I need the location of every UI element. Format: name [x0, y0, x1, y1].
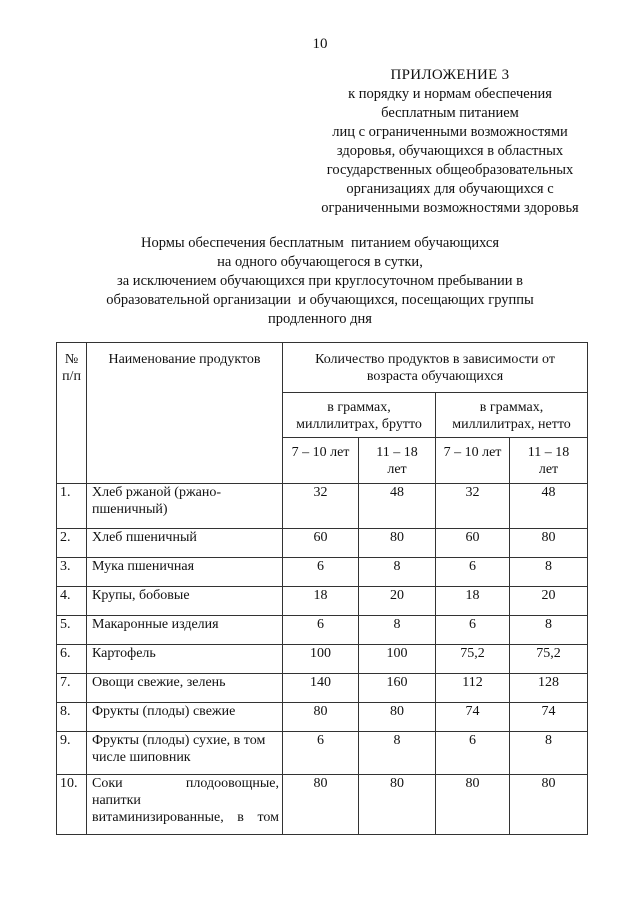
row-value: 128: [510, 674, 588, 703]
row-value: 112: [436, 674, 510, 703]
row-value: 48: [359, 484, 436, 529]
norms-title-line: за исключением обучающихся при круглосуточном пребывании в: [117, 273, 523, 289]
header-age-7-10-net: 7 – 10 лет: [436, 438, 510, 484]
table-row: [57, 484, 588, 529]
row-value: 60: [436, 529, 510, 558]
row-value: 80: [510, 775, 588, 835]
norms-title-line: образовательной организации и обучающихся, посещающих группы: [106, 292, 534, 308]
row-value: 8: [510, 558, 588, 587]
table-row: [57, 587, 588, 616]
row-value: 80: [359, 775, 436, 835]
row-value: 20: [359, 587, 436, 616]
appendix-line: лиц с ограниченными возможностями: [332, 124, 568, 140]
row-num: 10.: [57, 775, 87, 835]
row-value: 74: [436, 703, 510, 732]
row-value: 80: [283, 703, 359, 732]
header-age-7-10-gross: 7 – 10 лет: [283, 438, 359, 484]
table-row: [57, 645, 588, 674]
row-value: 6: [283, 616, 359, 645]
row-product-name: Крупы, бобовые: [87, 587, 283, 616]
appendix-line: ограниченными возможностями здоровья: [321, 200, 579, 216]
row-value: 60: [283, 529, 359, 558]
row-num: 1.: [57, 484, 87, 529]
header-gross: в граммах, миллилитрах, брутто: [283, 393, 436, 438]
row-value: 75,2: [436, 645, 510, 674]
norms-title-line: продленного дня: [268, 311, 372, 327]
row-product-name: Мука пшеничная: [87, 558, 283, 587]
row-value: 140: [283, 674, 359, 703]
row-num: 2.: [57, 529, 87, 558]
row-value: 75,2: [510, 645, 588, 674]
row-product-name-line: витаминизированные, в том: [92, 810, 279, 825]
row-value: 6: [436, 732, 510, 775]
row-value: 100: [359, 645, 436, 674]
appendix-line: бесплатным питанием: [381, 105, 519, 121]
row-product-name: Фрукты (плоды) свежие: [87, 703, 283, 732]
row-value: 18: [283, 587, 359, 616]
row-value: 32: [283, 484, 359, 529]
row-value: 48: [510, 484, 588, 529]
row-value: 80: [359, 703, 436, 732]
appendix-line: к порядку и нормам обеспечения: [348, 86, 552, 102]
appendix-line: государственных общеобразовательных: [326, 162, 574, 178]
table-row: [57, 732, 588, 775]
row-value: 6: [283, 732, 359, 775]
row-value: 80: [359, 529, 436, 558]
norms-title: [60, 234, 580, 329]
header-product-name: Наименование продуктов: [87, 343, 283, 484]
table-row: [57, 775, 588, 835]
row-product-name: Картофель: [87, 645, 283, 674]
header-quantity: Количество продуктов в зависимости от возраста обучающихся: [283, 343, 588, 393]
appendix-line: здоровья, обучающихся в областных: [336, 143, 564, 159]
appendix-title: ПРИЛОЖЕНИЕ 3: [390, 67, 510, 83]
row-num: 9.: [57, 732, 87, 775]
row-product-name-line: Соки плодоовощные,: [92, 776, 279, 791]
header-age-11-18-gross: 11 – 18 лет: [359, 438, 436, 484]
appendix-line: организациях для обучающихся с: [346, 181, 554, 197]
row-num: 5.: [57, 616, 87, 645]
row-product-name-line: напитки: [92, 793, 141, 808]
norms-title-line: на одного обучающегося в сутки,: [217, 254, 423, 270]
row-value: 6: [436, 616, 510, 645]
appendix-header: [300, 66, 600, 218]
norms-title-line: Нормы обеспечения бесплатным питанием обучающихся: [140, 235, 500, 251]
row-num: 6.: [57, 645, 87, 674]
row-value: 8: [510, 732, 588, 775]
page-number: 10: [312, 36, 328, 52]
row-value: 100: [283, 645, 359, 674]
table-row: [57, 703, 588, 732]
row-value: 8: [359, 558, 436, 587]
row-product-name: Макаронные изделия: [87, 616, 283, 645]
table-row: [57, 529, 588, 558]
table-row: [57, 674, 588, 703]
row-value: 8: [359, 732, 436, 775]
row-value: 160: [359, 674, 436, 703]
header-net: в граммах, миллилитрах, нетто: [436, 393, 588, 438]
header-age-11-18-net: 11 – 18 лет: [510, 438, 588, 484]
row-product-name: Фрукты (плоды) сухие, в том числе шиповник: [87, 732, 283, 775]
row-value: 74: [510, 703, 588, 732]
row-value: 8: [359, 616, 436, 645]
row-value: 80: [436, 775, 510, 835]
row-value: 80: [510, 529, 588, 558]
row-product-name: Хлеб ржаной (ржано-пшеничный): [87, 484, 283, 529]
row-product-name: Хлеб пшеничный: [87, 529, 283, 558]
row-num: 7.: [57, 674, 87, 703]
row-value: 20: [510, 587, 588, 616]
row-num: 4.: [57, 587, 87, 616]
table-row: [57, 616, 588, 645]
row-value: 6: [283, 558, 359, 587]
row-product-name: Овощи свежие, зелень: [87, 674, 283, 703]
row-num: 3.: [57, 558, 87, 587]
row-num: 8.: [57, 703, 87, 732]
row-value: 18: [436, 587, 510, 616]
table-row: [57, 558, 588, 587]
food-norms-table: [56, 342, 588, 835]
row-value: 80: [283, 775, 359, 835]
row-value: 32: [436, 484, 510, 529]
row-value: 6: [436, 558, 510, 587]
row-value: 8: [510, 616, 588, 645]
header-num: № п/п: [57, 343, 87, 484]
row-product-name: [87, 775, 283, 835]
